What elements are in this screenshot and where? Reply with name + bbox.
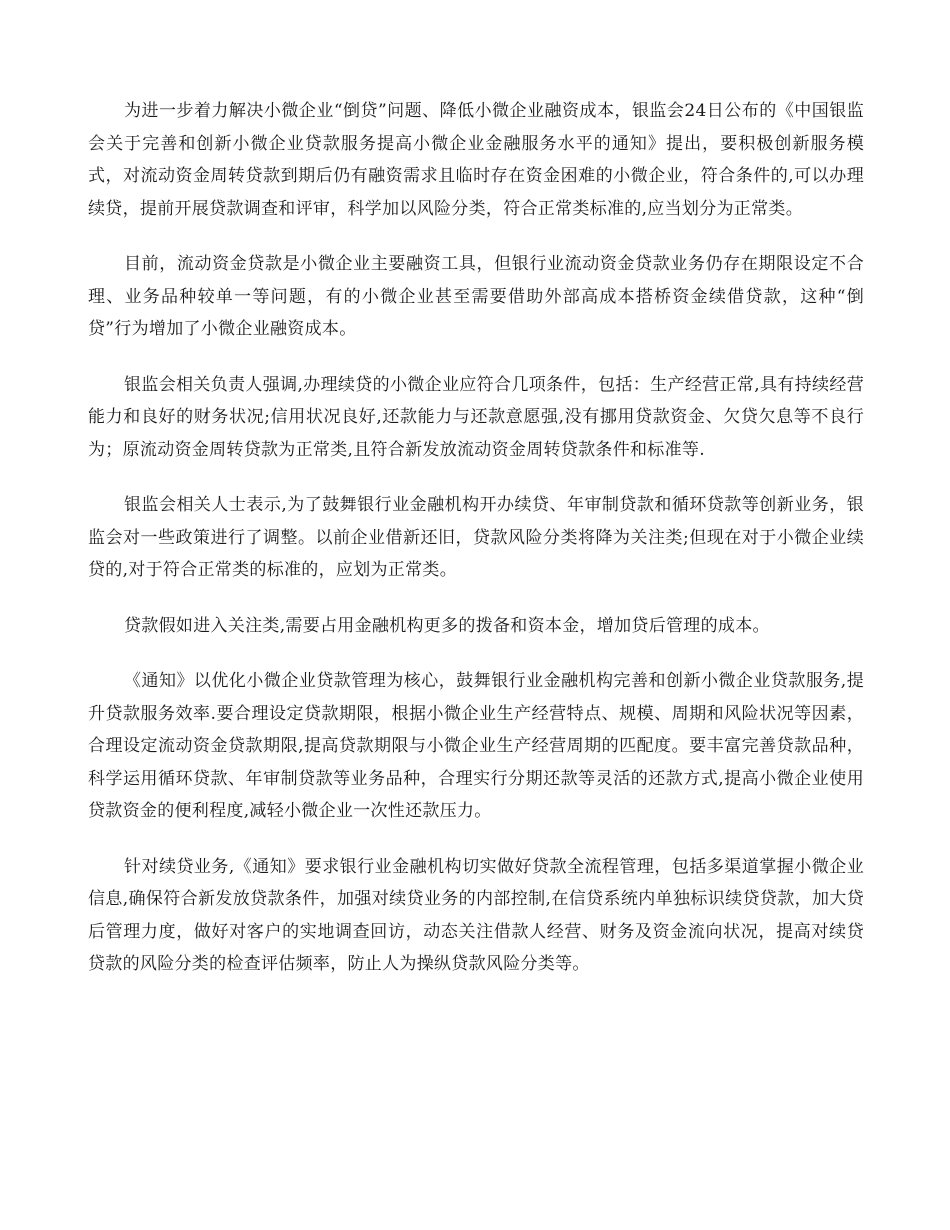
paragraph-6: 《通知》以优化小微企业贷款管理为核心，鼓舞银行业金融机构完善和创新小微企业贷款服务,提升贷款服务效率.要合理设定贷款期限，根据小微企业生产经营特点、规模、周期和风险状况等因素，合理设定流动资金贷款期限,提高贷款期限与小微企业生产经营周期的匹配度。要丰富完善贷款品种，科学运用循环贷款、年审制贷款等业务品种，合理实行分期还款等灵活的还款方式,提高小微企业使用贷款资金的便利程度,减轻小微企业一次性还款压力。: [88, 671, 864, 821]
paragraph-7: 针对续贷业务,《通知》要求银行业金融机构切实做好贷款全流程管理，包括多渠道掌握小微企业信息,确保符合新发放贷款条件，加强对续贷业务的内部控制,在信贷系统内单独标识续贷贷款，加大贷后管理力度，做好对客户的实地调查回访，动态关注借款人经营、财务及资金流向状况，提高对续贷贷款的风险分类的检查评估频率，防止人为操纵贷款风险分类等。: [88, 856, 864, 974]
paragraph-3: 银监会相关负责人强调,办理续贷的小微企业应符合几项条件，包括：生产经营正常,具有持续经营能力和良好的财务状况;信用状况良好,还款能力与还款意愿强,没有挪用贷款资金、欠贷欠息等不良行为；原流动资金周转贷款为正常类,且符合新发放流动资金周转贷款条件和标准等.: [88, 374, 864, 460]
paragraph-2: 目前，流动资金贷款是小微企业主要融资工具，但银行业流动资金贷款业务仍存在期限设定不合理、业务品种较单一等问题，有的小微企业甚至需要借助外部高成本搭桥资金续借贷款，这种“倒贷”行为增加了小微企业融资成本。: [88, 254, 864, 339]
document-body: [88, 95, 864, 1004]
paragraph-1: 为进一步着力解决小微企业“倒贷”问题、降低小微企业融资成本，银监会24日公布的《中国银监会关于完善和创新小微企业贷款服务提高小微企业金融服务水平的通知》提出，要积极创新服务模式，对流动资金周转贷款到期后仍有融资需求且临时存在资金困难的小微企业，符合条件的,可以办理续贷，提前开展贷款调查和评审，科学加以风险分类，符合正常类标准的,应当划分为正常类。: [88, 101, 864, 219]
paragraph-5: 贷款假如进入关注类,需要占用金融机构更多的拨备和资本金，增加贷后管理的成本。: [124, 615, 770, 636]
paragraph-4: 银监会相关人士表示,为了鼓舞银行业金融机构开办续贷、年审制贷款和循环贷款等创新业务，银监会对一些政策进行了调整。以前企业借新还旧，贷款风险分类将降为关注类;但现在对于小微企业续贷的,对于符合正常类的标准的，应划为正常类。: [88, 495, 864, 580]
